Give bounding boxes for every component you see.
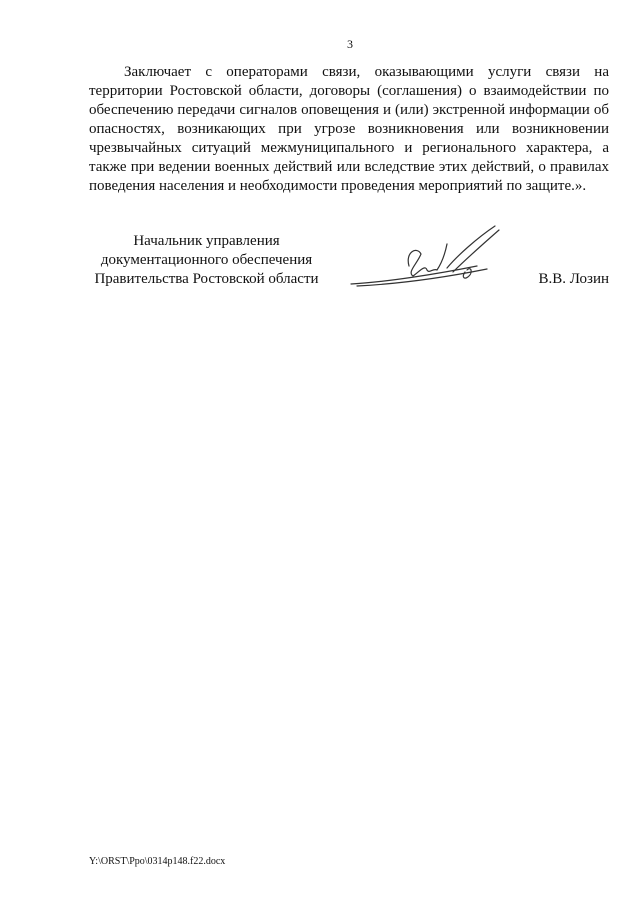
signer-title-line-1: Начальник управления [133,233,280,249]
handwritten-signature [347,224,507,294]
page-number: 3 [347,37,353,51]
file-path: Y:\ORST\Ppo\0314p148.f22.docx [89,856,226,867]
signer-name: В.В. Лозин [538,271,609,287]
signature-block [89,232,609,302]
signer-title-line-2: документационного обеспечения [100,252,313,268]
body-paragraph: Заключает с операторами связи, оказывающими услуги связи на территории Ростовской области, договоры (соглашения) о взаимодействии по обеспечению передачи сигналов оповещения и (или) экстренной информации об опасностях, возникающих при угрозе возникновения или возникновении чрезвычайных ситуаций межмуниципального и регионального характера, а также при ведении военных действий или вследствие этих действий, о правилах поведения населения и необходимости проведения мероприятий по защите.». [89,64,609,194]
signer-title-line-3: Правительства Ростовской области [94,271,319,287]
signer-title [89,232,324,289]
